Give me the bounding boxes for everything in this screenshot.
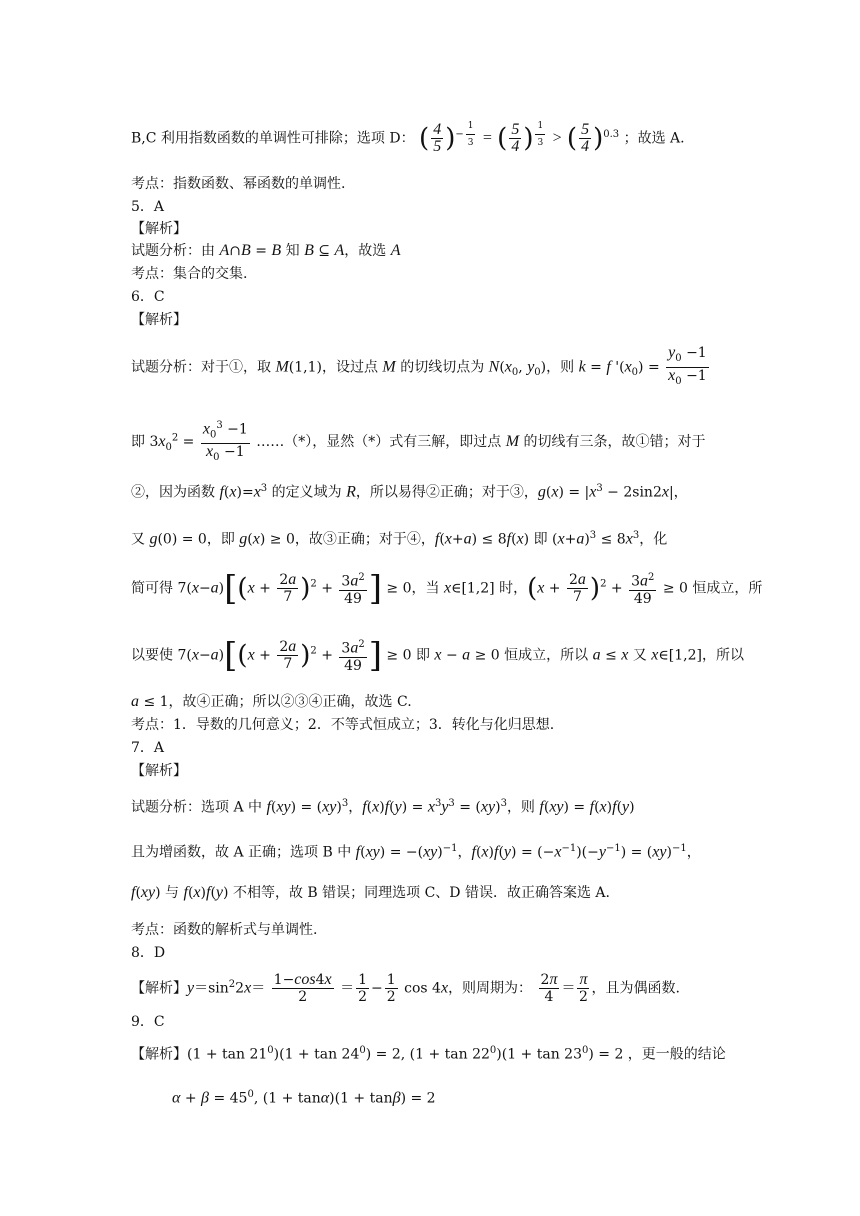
kaodian-line: 考点：1．导数的几何意义；2．不等式恒成立；3．转化与化归思想. — [131, 717, 555, 733]
kaodian-line: 考点：函数的解析式与单调性. — [131, 922, 318, 938]
analysis-line: 又 g(0) = 0，即 g(x) ≥ 0，故③正确；对于④，f(x+a) ≤ 8f(x) 即 $(x+a)^3 \le 8x^3$，化 — [131, 530, 668, 548]
analysis-line: 【解析】$y=\sin^22x=$ $\frac{1-\cos 4x}{2}$ ＝ $\frac{1}{2}$ − $\frac{1}{2}$ cos 4x，则周期为： $\frac{2\pi}{4}$ ＝ $\frac{\pi}{2}$ ，且为偶函数. — [131, 971, 680, 1005]
analysis-line: 即 $3x_0^2$ = $\frac{x_0^3 -1}{x_0 -1}$ ……（*），显然（*）式有三解，即过点 M 的切线有三条，故①错；对于 — [131, 420, 706, 464]
answer-number: 7．A — [131, 740, 165, 756]
analysis-line: 试题分析：对于①，取 M(1,1)，设过点 M 的切线切点为 $N(x_0$, $y_0$)，则 k = f '$(x_0)$ = $\frac{y_0 -1}{x_0 -1}$ — [131, 344, 707, 387]
analysis-line: 简可得 7(x−a)[(x + $\frac{2a}{7}$ )$^2$ + $\frac{3a^2}{49}$ ] ≥ 0，当 x∈[1,2] 时，(x + $\frac{2a}{7}$ )$^2$ + $\frac{3a^2}{49}$ ≥ 0 恒成立，所 — [131, 568, 763, 609]
answer-number: 6．C — [131, 289, 165, 305]
answer-4-option-d-line: B,C 利用指数函数的单调性可排除；选项 D： ( $\frac{4}{5}$ )$^{- \frac{1}{3}}$ = ( $\frac{5}{4}$ ) $^{\frac{1}{3}}$ > ( $\frac{5}{4}$ )$^{0.3}$ ；故选 A. — [131, 118, 685, 155]
answer-number: 8．D — [131, 945, 166, 961]
analysis-line: a ≤ 1，故④正确；所以②③④正确，故选 C. — [131, 693, 412, 710]
text-segment: B,C 利用指数函数的单调性可排除；选项 D： — [131, 130, 415, 147]
kaodian-line: 考点：集合的交集. — [131, 266, 248, 282]
jiexi-heading: 【解析】 — [131, 221, 187, 237]
analysis-line: 以要使 7(x−a)[(x + $\frac{2a}{7}$ )$^2$ + $\frac{3a^2}{49}$ ] ≥ 0 即 x − a ≥ 0 恒成立，所以 a ≤ x 又 x∈[1,2]，所以 — [131, 635, 744, 676]
formula-line: $\alpha + \beta = 45^0$, (1 + tanα)(1 + tanβ) = 2 — [172, 1089, 436, 1107]
analysis-line: 【解析】$(1 + \tan 21^0)(1 + \tan 24^0) = 2$, $(1 + \tan 22^0)(1 + \tan 23^0) = 2$ ，更一般的结论 — [131, 1045, 726, 1063]
analysis-line: 试题分析：选项 A 中 f(xy) = (xy)$^3$，$f(x)f(y) = x^3y^3 = (xy)^3$，则 f(xy) = f(x)f(y) — [131, 798, 635, 816]
analysis-line: ②，因为函数 $f(x)=x^3$ 的定义域为 R，所以易得②正确；对于③，$g(x) = |x^3 - 2\sin 2x|$， — [131, 483, 688, 501]
kaodian-line: 考点：指数函数、幂函数的单调性. — [131, 176, 346, 192]
answer-number: 5．A — [131, 199, 165, 215]
analysis-line: 且为增函数，故 A 正确；选项 B 中 f(xy) = −(xy)$^{-1}$，$f(x)f(y) = (-x^{-1})(-y^{-1}) = (xy)^{-1}$， — [131, 843, 701, 861]
jiexi-heading: 【解析】 — [131, 312, 187, 328]
analysis-line: f(xy) 与 f(x)f(y) 不相等，故 B 错误；同理选项 C、D 错误．故正确答案选 A. — [131, 884, 610, 901]
answer-number: 9．C — [131, 1014, 165, 1030]
jiexi-heading: 【解析】 — [131, 763, 187, 779]
analysis-line: 试题分析：由 A∩B = B 知 B ⊆ A，故选 A — [131, 242, 401, 259]
